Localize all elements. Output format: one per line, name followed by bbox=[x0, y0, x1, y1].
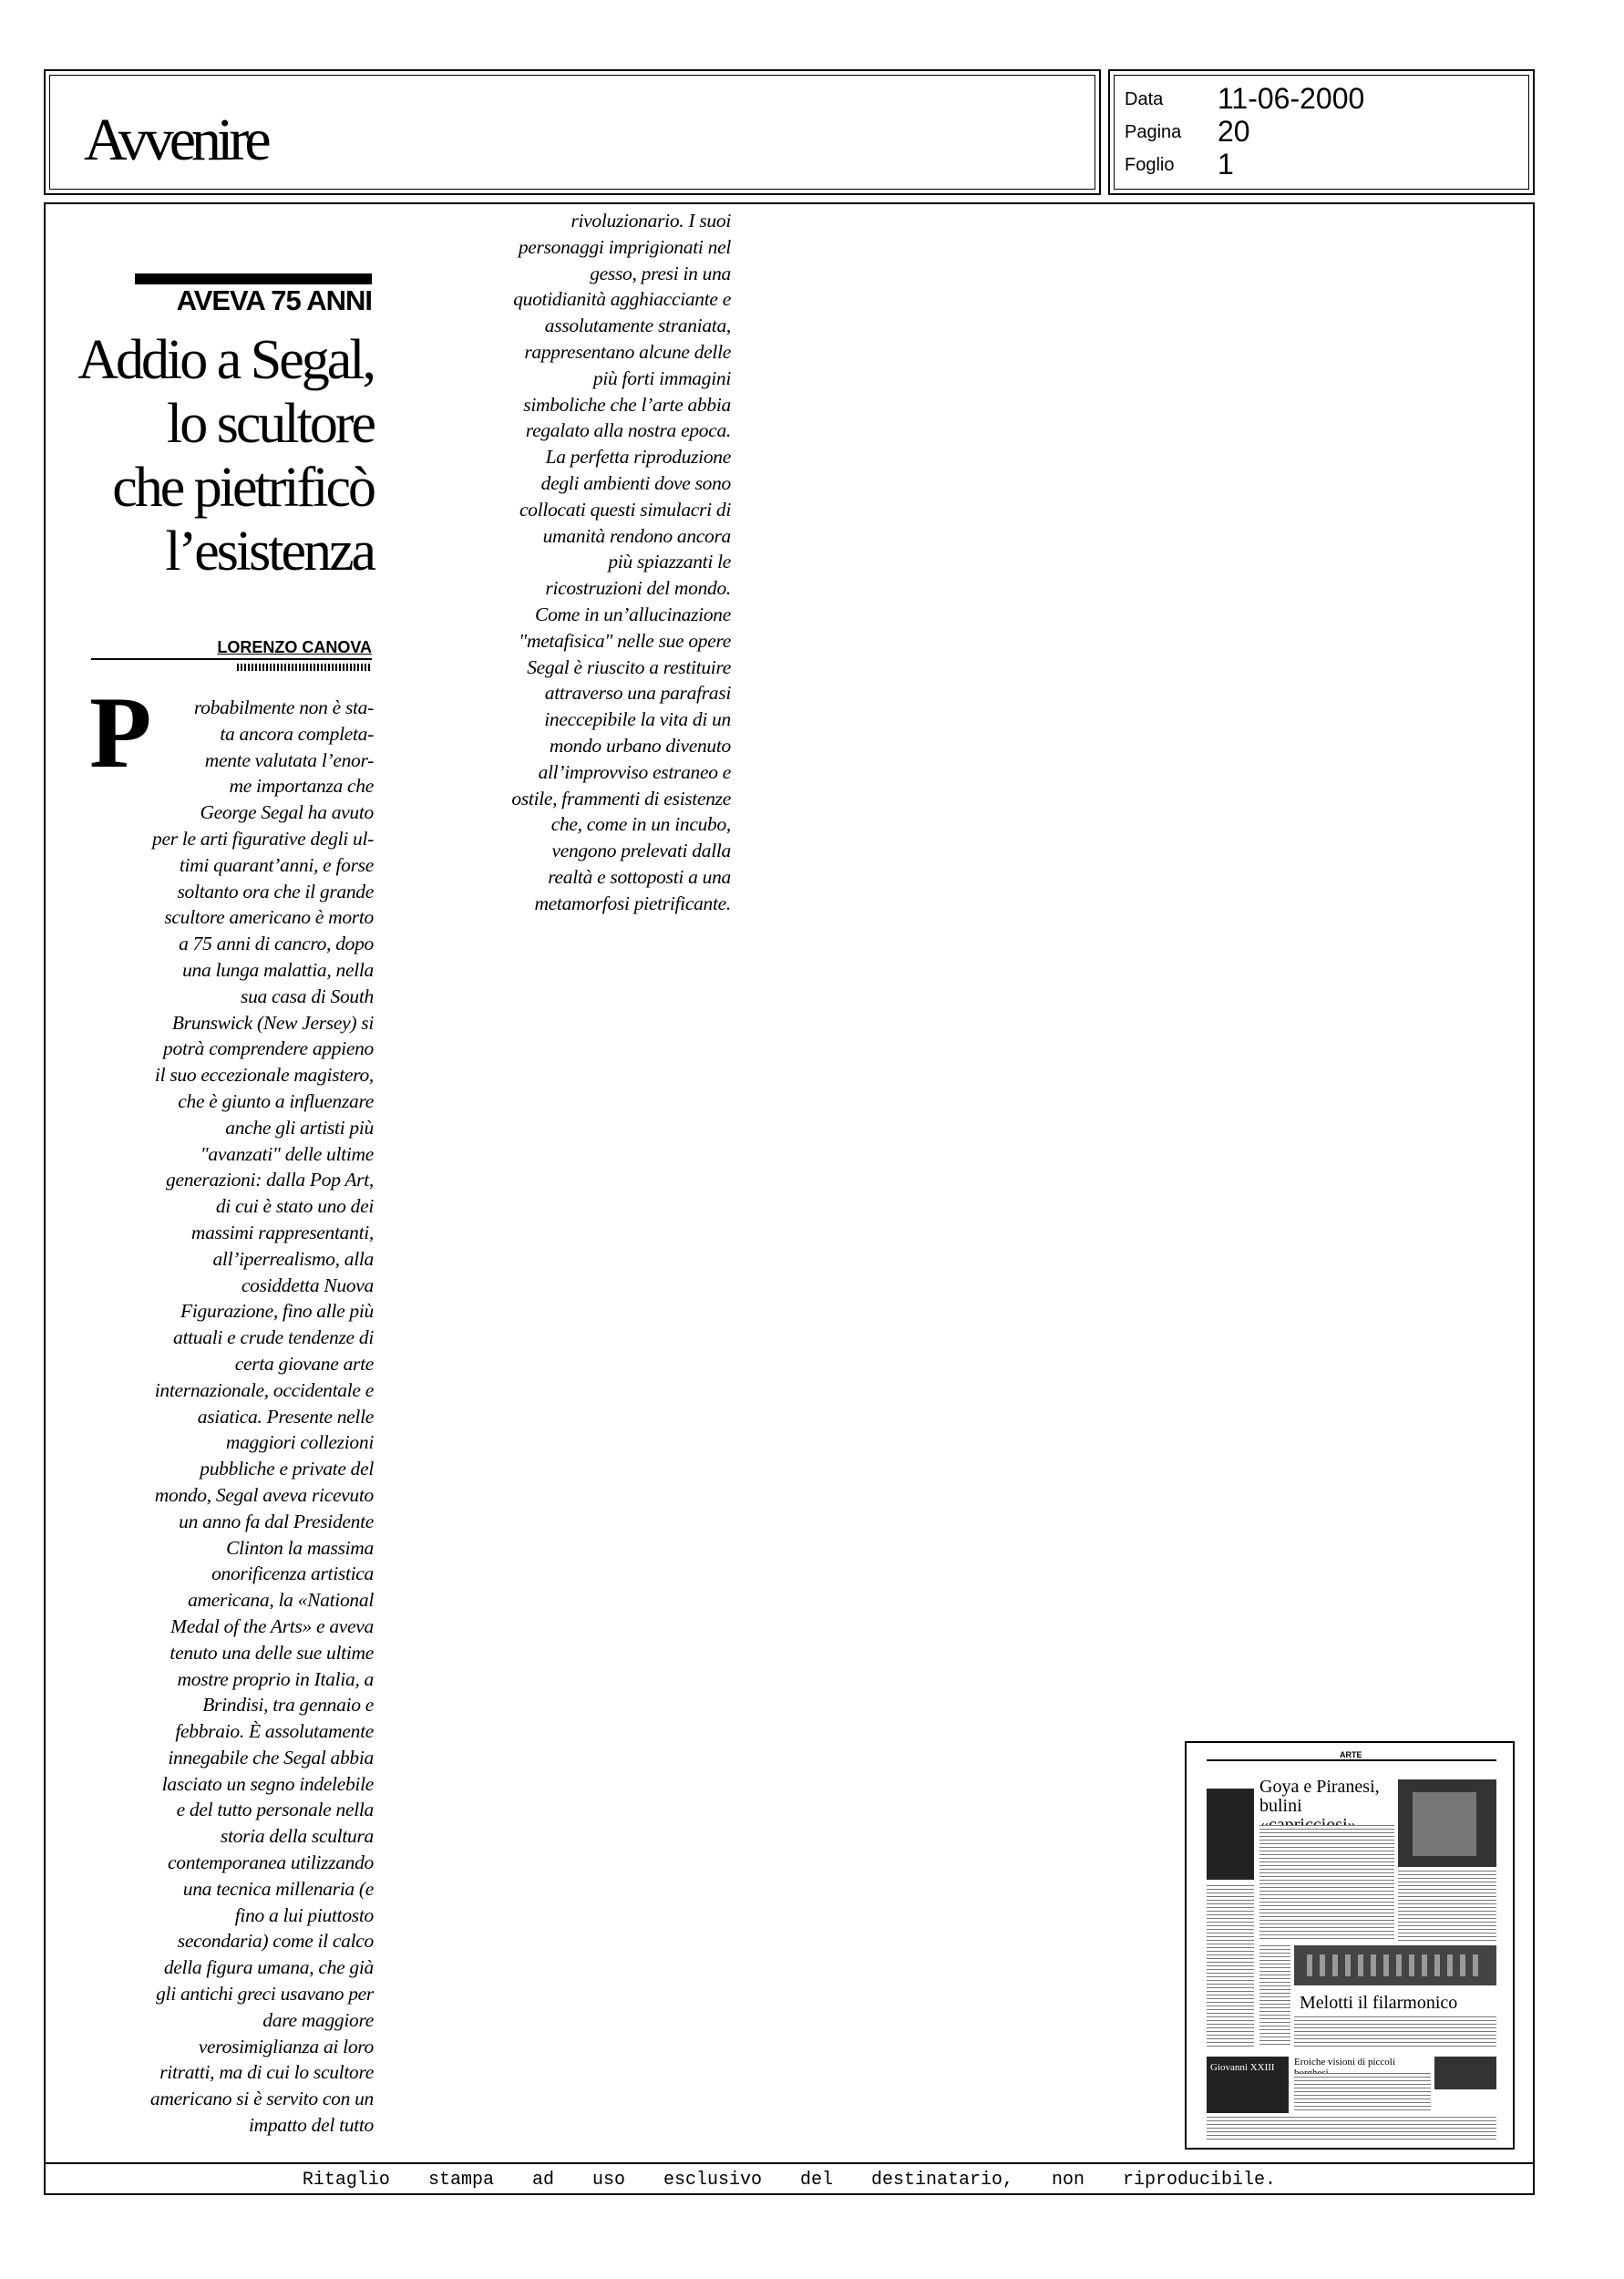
article-text-line: maggiori collezioni bbox=[225, 1431, 374, 1454]
article-text-line: anche gli artisti più bbox=[225, 1116, 374, 1139]
article-text-line: più forti immagini bbox=[592, 366, 731, 389]
article-text-line: realtà e sottoposti a una bbox=[548, 865, 731, 888]
article-text-line: umanità rendono ancora bbox=[542, 524, 731, 547]
meta-label-foglio: Foglio bbox=[1125, 155, 1175, 175]
article-text-line: Figurazione, fino alle più bbox=[180, 1300, 374, 1323]
article-text-line: rappresentano alcune delle bbox=[524, 340, 731, 363]
kicker: AVEVA 75 ANNI bbox=[176, 284, 372, 316]
headline bbox=[55, 328, 374, 583]
article-text-line: assolutamente straniata, bbox=[544, 315, 731, 337]
article-text-line: secondaria) come il calco bbox=[177, 1930, 374, 1953]
article-text-line: degli ambienti dove sono bbox=[540, 471, 731, 494]
meta-box bbox=[1108, 69, 1535, 195]
article-text-line: soltanto ora che il grande bbox=[177, 880, 374, 902]
article-text-line: sua casa di South bbox=[241, 985, 374, 1007]
article-text-line: a 75 anni di cancro, dopo bbox=[179, 933, 374, 955]
article-text-line: "metafisica" nelle sue opere bbox=[519, 629, 731, 652]
article-text-line: dare maggiore bbox=[262, 2008, 374, 2031]
article-text-line: simboliche che l’arte abbia bbox=[523, 393, 731, 416]
headline-line: che pietrificò bbox=[112, 457, 374, 519]
meta-label-data: Data bbox=[1125, 89, 1164, 109]
article-text-line: di cui è stato uno dei bbox=[215, 1195, 374, 1218]
meta-value-foglio: 1 bbox=[1218, 148, 1234, 180]
article-text-line: "avanzati" delle ultime bbox=[200, 1142, 374, 1165]
headline-line: Addio a Segal, bbox=[77, 329, 374, 391]
article-text-line: robabilmente non è sta- bbox=[193, 696, 374, 718]
thumbnail-photo-1 bbox=[1398, 1779, 1496, 1867]
thumbnail-text-block bbox=[1294, 2016, 1496, 2049]
article-text-line: impatto del tutto bbox=[248, 2114, 374, 2137]
article-text-line: innegabile che Segal abbia bbox=[168, 1746, 374, 1769]
drop-cap: P bbox=[89, 676, 152, 789]
article-text-line: Medal of the Arts» e aveva bbox=[170, 1614, 374, 1637]
article-column-2 bbox=[437, 208, 731, 917]
article-text-line: mondo, Segal aveva ricevuto bbox=[154, 1483, 374, 1506]
article-text-line: americano si è servito con un bbox=[149, 2088, 374, 2110]
article-text-line: rivoluzionario. I suoi bbox=[570, 210, 731, 232]
article-text-line: cosiddetta Nuova bbox=[241, 1274, 374, 1296]
article-text-line: quotidianità agghiacciante e bbox=[513, 288, 731, 311]
article-text-line: Brunswick (New Jersey) si bbox=[171, 1011, 374, 1034]
article-text-line: e del tutto personale nella bbox=[176, 1799, 374, 1821]
thumbnail-headline-2: Melotti il filarmonico bbox=[1300, 1993, 1458, 2013]
article-text-line: regalato alla nostra epoca. bbox=[525, 419, 731, 442]
article-text-line: fino a lui piuttosto bbox=[234, 1903, 374, 1926]
thumbnail-text-block bbox=[1207, 1885, 1254, 2049]
article-text-line: massimi rappresentanti, bbox=[190, 1221, 374, 1243]
article-text-line: mostre proprio in Italia, a bbox=[177, 1667, 374, 1690]
thumbnail-photo-2 bbox=[1294, 1945, 1496, 1985]
article-text-line: mente valutata l’enor- bbox=[204, 748, 374, 771]
headline-line: l’esistenza bbox=[165, 521, 374, 583]
article-text-line: internazionale, occidentale e bbox=[154, 1378, 374, 1401]
article-text-line: asiatica. Presente nelle bbox=[197, 1405, 374, 1428]
footer-notice: Ritaglio stampa ad uso esclusivo del destinatario, non riproducibile. bbox=[302, 2170, 1277, 2191]
article-text-line: onorificenza artistica bbox=[211, 1562, 374, 1585]
article-text-line: gli antichi greci usavano per bbox=[156, 1983, 374, 2006]
meta-row-data bbox=[1110, 80, 1533, 117]
thumbnail-column-strip bbox=[1207, 1789, 1254, 1880]
article-text-line: tenuto una delle sue ultime bbox=[170, 1641, 374, 1664]
article-text-line: ostile, frammenti di esistenze bbox=[511, 787, 731, 810]
thumbnail-headline-3: Eroiche visioni di piccoli bbox=[1294, 2057, 1395, 2068]
thumbnail-headline-1: Goya e Piranesi, bulini bbox=[1259, 1777, 1380, 1816]
article-text-line: verosimiglianza ai loro bbox=[198, 2035, 374, 2057]
article-text-line: scultore americano è morto bbox=[164, 906, 374, 929]
article-text-line: George Segal ha avuto bbox=[200, 801, 374, 824]
article-text-line: certa giovane arte bbox=[234, 1352, 374, 1375]
article-text-line: collocati questi simulacri di bbox=[519, 498, 731, 521]
headline-line: lo scultore bbox=[167, 393, 374, 455]
article-text-line: il suo eccezionale magistero, bbox=[154, 1064, 374, 1087]
byline-shade bbox=[237, 664, 372, 671]
article-text-line: lasciato un segno indelebile bbox=[161, 1772, 374, 1795]
article-text-line: ritratti, ma di cui lo scultore bbox=[159, 2061, 374, 2084]
article-text-line: attuali e crude tendenze di bbox=[173, 1326, 374, 1349]
article-text-line: ineccepibile la vita di un bbox=[544, 708, 731, 731]
article-column-1 bbox=[73, 826, 374, 2139]
article-text-line: generazioni: dalla Pop Art, bbox=[166, 1169, 374, 1191]
article-text-line: personaggi imprigionati nel bbox=[518, 235, 731, 258]
article-text-line: attraverso una parafrasi bbox=[544, 682, 731, 705]
meta-label-pagina: Pagina bbox=[1125, 122, 1182, 142]
byline-rule bbox=[91, 658, 372, 660]
article-text-line: Brindisi, tra gennaio e bbox=[202, 1694, 374, 1717]
article-text-line: che, come in un incubo, bbox=[550, 813, 731, 836]
article-text-line: vengono prelevati dalla bbox=[551, 840, 731, 862]
article-text-line: all’improvviso estraneo e bbox=[538, 760, 731, 783]
article-text-line: me importanza che bbox=[229, 775, 374, 798]
article-text-line: storia della scultura bbox=[220, 1825, 374, 1848]
byline: LORENZO CANOVA bbox=[217, 638, 372, 656]
article-text-line: della figura umana, che già bbox=[163, 1956, 374, 1979]
meta-value-pagina: 20 bbox=[1218, 115, 1250, 148]
thumbnail-section-label: ARTE bbox=[1340, 1750, 1362, 1759]
article-text-line: timi quarant’anni, e forse bbox=[179, 853, 374, 876]
thumbnail-text-block bbox=[1294, 2073, 1431, 2113]
article-text-line: febbraio. È assolutamente bbox=[175, 1720, 374, 1743]
article-text-line: La perfetta riproduzione bbox=[545, 446, 731, 469]
article-text-line: gesso, presi in una bbox=[590, 262, 731, 284]
article-text-line: Come in un’allucinazione bbox=[535, 603, 731, 625]
article-text-line: metamorfosi pietrificante. bbox=[534, 892, 731, 914]
thumbnail-text-block bbox=[1259, 1945, 1290, 2046]
article-text-line: che è giunto a influenzare bbox=[178, 1089, 374, 1112]
thumbnail-photo-4 bbox=[1434, 2057, 1496, 2089]
article-text-line: ricostruzioni del mondo. bbox=[545, 577, 731, 600]
thumbnail-text-block bbox=[1398, 1871, 1496, 1942]
article-text-line: più spiazzanti le bbox=[608, 551, 731, 573]
article-text-line: una tecnica millenaria (e bbox=[182, 1877, 374, 1900]
article-text-line: ta ancora completa- bbox=[220, 722, 374, 745]
article-text-line: all’iperrealismo, alla bbox=[212, 1247, 374, 1270]
article-text-line: pubbliche e private del bbox=[200, 1458, 374, 1480]
article-text-line: potrà comprendere appieno bbox=[163, 1037, 374, 1060]
article-text-line: mondo urbano divenuto bbox=[549, 734, 731, 757]
article-text-line: americana, la «National bbox=[188, 1589, 374, 1612]
article-text-line: un anno fa dal Presidente bbox=[179, 1510, 374, 1532]
newspaper-logo: Avvenire bbox=[84, 107, 267, 173]
meta-row-foglio bbox=[1110, 150, 1533, 186]
article-text-line: per le arti figurative degli ul- bbox=[152, 828, 374, 850]
article-text-line: Clinton la massima bbox=[226, 1536, 374, 1559]
article-column-1-dropcap-lines bbox=[137, 695, 374, 826]
article-text-line: Segal è riuscito a restituire bbox=[527, 655, 731, 678]
kicker-bar bbox=[135, 273, 372, 284]
meta-row-pagina bbox=[1110, 115, 1533, 151]
article-text-line: una lunga malattia, nella bbox=[182, 958, 374, 981]
article-text-line: contemporanea utilizzando bbox=[168, 1851, 374, 1874]
meta-value-data: 11-06-2000 bbox=[1218, 82, 1365, 115]
thumbnail-photo-label: Giovanni XXIII bbox=[1210, 2062, 1275, 2073]
thumbnail-top-rule bbox=[1207, 1759, 1496, 1761]
masthead-box bbox=[44, 69, 1101, 195]
footer-rule bbox=[44, 2162, 1535, 2164]
thumbnail-text-block bbox=[1259, 1825, 1394, 1942]
page-thumbnail bbox=[1185, 1741, 1515, 2150]
thumbnail-text-block bbox=[1207, 2117, 1496, 2140]
